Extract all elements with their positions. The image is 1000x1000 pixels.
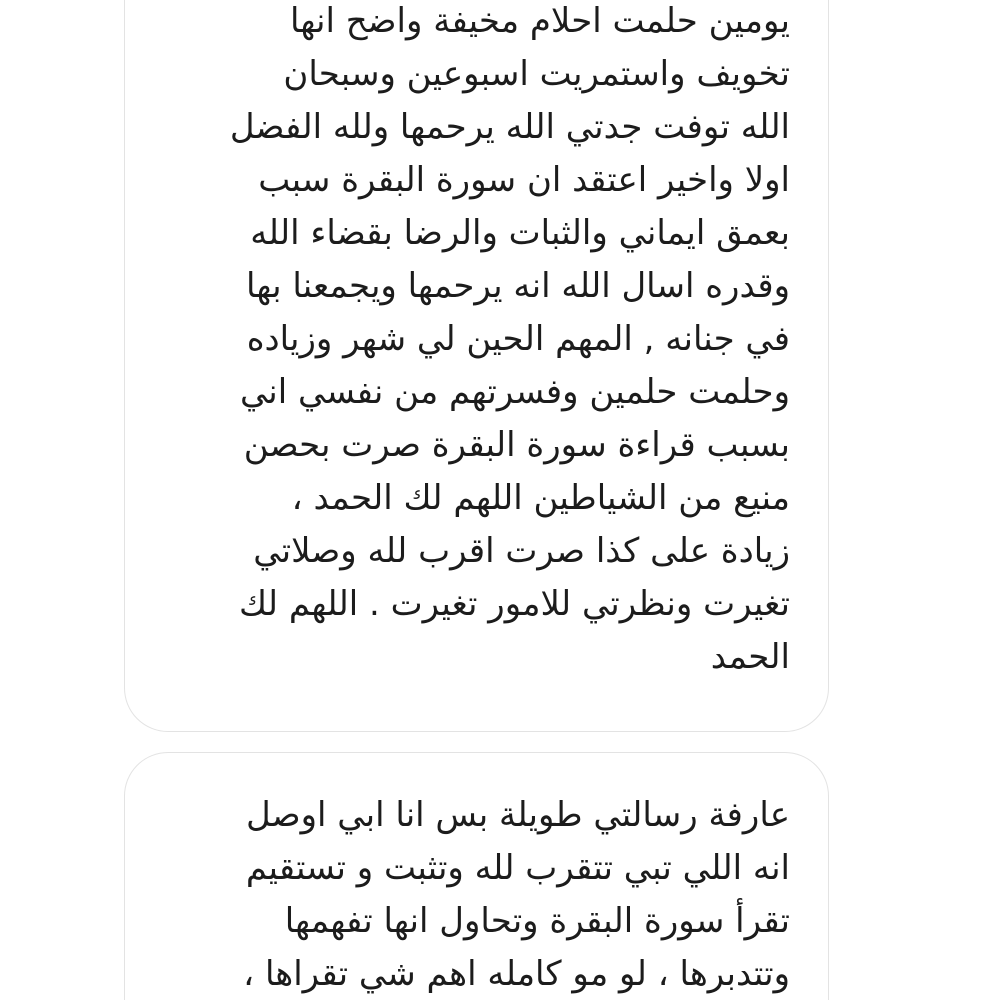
message-text: يومين حلمت احلام مخيفة واضح انها تخويف واستمريت اسبوعين وسبحان الله توفت جدتي الله يرحمها ولله الفضل اولا واخير اعتقد ان سورة البقرة سبب بعمق ايماني والثبات والرضا بقضاء الله وقدره اسال الله انه يرحمها ويجمعنا بها في جنانه , المهم الحين لي شهر وزياده وحلمت حلمين وفسرتهم من نفسي اني بسبب قراءة سورة البقرة صرت بحصن منيع من الشياطين اللهم لك الحمد ، زيادة على كذا صرت اقرب لله وصلاتي تغيرت ونظرتي للامور تغيرت . اللهم لك الحمد	[229, 1, 790, 677]
message-text: عارفة رسالتي طويلة بس انا ابي اوصل انه اللي تبي تتقرب لله وتثبت و تستقيم تقرأ سورة البقرة وتحاول انها تفهمها وتتدبرها ، لو مو كامله اهم شي تقراها ،	[243, 795, 790, 994]
message-bubble[interactable]	[124, 0, 829, 732]
message-bubble[interactable]	[124, 752, 829, 1000]
